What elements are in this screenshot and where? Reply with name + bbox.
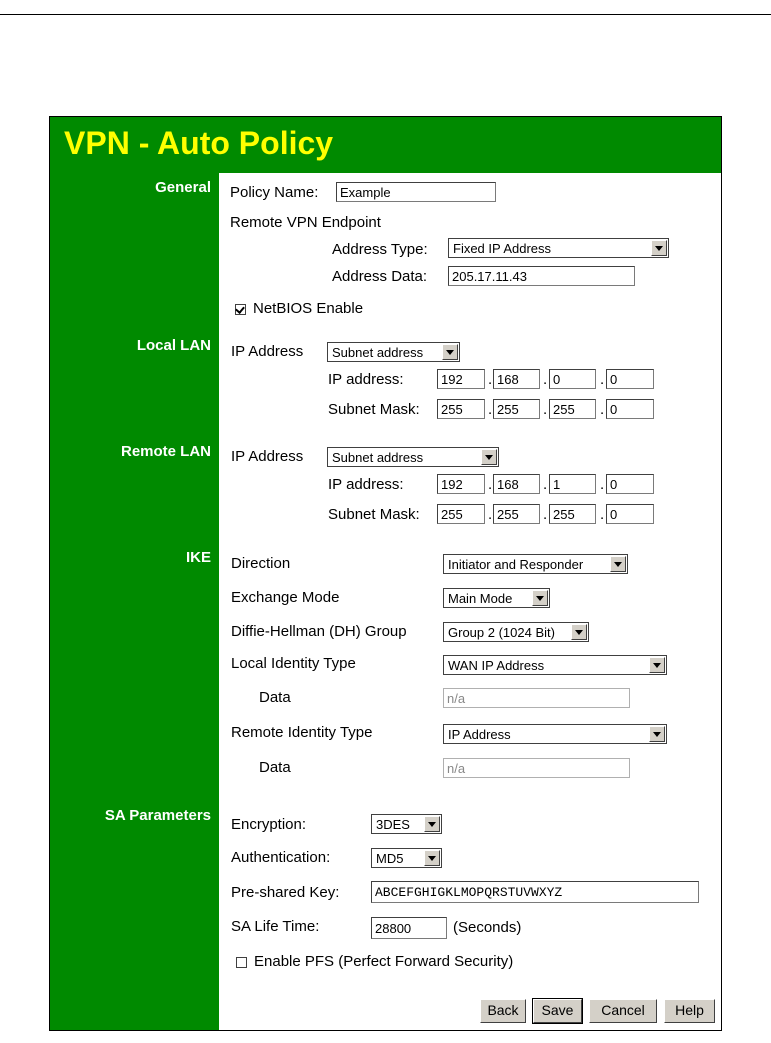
section-label-general: General (155, 179, 211, 196)
title-bar (50, 117, 721, 173)
policy-name-label: Policy Name: (230, 184, 319, 201)
address-type-value: Fixed IP Address (453, 241, 552, 256)
octet-separator: . (600, 401, 605, 418)
encryption-label: Encryption: (231, 816, 307, 833)
vpn-auto-policy-panel (49, 116, 722, 1031)
octet-separator: . (543, 401, 548, 418)
direction-value: Initiator and Responder (448, 557, 584, 572)
section-sidebar (50, 173, 219, 1030)
octet-separator: . (543, 506, 548, 523)
chevron-down-icon[interactable] (532, 590, 548, 606)
remote-identity-data-input[interactable] (443, 758, 630, 778)
remote-identity-type-select[interactable] (443, 724, 667, 744)
remote-identity-type-label: Remote Identity Type (231, 724, 373, 741)
page-title: VPN - Auto Policy (64, 125, 334, 161)
octet-separator: . (488, 371, 493, 388)
dh-group-value: Group 2 (1024 Bit) (448, 625, 555, 640)
exchange-mode-value: Main Mode (448, 591, 513, 606)
local-lan-mask-label: Subnet Mask: (328, 401, 420, 418)
local-ip-octet-2[interactable] (493, 369, 540, 389)
local-lan-ip-label: IP address: (328, 371, 404, 388)
remote-mask-octet-2[interactable] (493, 504, 540, 524)
octet-separator: . (600, 476, 605, 493)
page-top-rule (0, 14, 771, 15)
authentication-label: Authentication: (231, 849, 331, 866)
local-lan-ip-address-label: IP Address (231, 343, 304, 360)
remote-ip-octet-1[interactable] (437, 474, 485, 494)
local-mask-octet-3[interactable] (549, 399, 596, 419)
remote-lan-ip-type-value: Subnet address (332, 450, 424, 465)
local-identity-data-input[interactable] (443, 688, 630, 708)
cancel-button[interactable]: Cancel (589, 999, 657, 1023)
octet-separator: . (488, 401, 493, 418)
chevron-down-icon[interactable] (424, 816, 440, 832)
dh-group-label: Diffie-Hellman (DH) Group (231, 623, 407, 640)
local-identity-type-label: Local Identity Type (231, 655, 356, 672)
section-label-remote-lan: Remote LAN (120, 443, 211, 460)
local-mask-octet-1[interactable] (437, 399, 485, 419)
octet-separator: . (488, 476, 493, 493)
local-identity-type-value: WAN IP Address (448, 658, 545, 673)
chevron-down-icon[interactable] (424, 850, 440, 866)
local-ip-octet-1[interactable] (437, 369, 485, 389)
chevron-down-icon[interactable] (610, 556, 626, 572)
chevron-down-icon[interactable] (651, 240, 667, 256)
address-data-label: Address Data: (332, 268, 428, 285)
remote-lan-ip-type-select[interactable] (327, 447, 499, 467)
address-data-input[interactable] (448, 266, 635, 286)
local-ip-octet-3[interactable] (549, 369, 596, 389)
remote-mask-octet-1[interactable] (437, 504, 485, 524)
enable-pfs-label: Enable PFS (Perfect Forward Security) (254, 953, 514, 970)
chevron-down-icon[interactable] (481, 449, 497, 465)
encryption-select[interactable] (371, 814, 442, 834)
chevron-down-icon[interactable] (442, 344, 458, 360)
pre-shared-key-label: Pre-shared Key: (231, 884, 340, 901)
back-button[interactable]: Back (480, 999, 526, 1023)
local-identity-data-label: Data (259, 689, 291, 706)
remote-mask-octet-3[interactable] (549, 504, 596, 524)
chevron-down-icon[interactable] (649, 657, 665, 673)
address-type-label: Address Type: (332, 241, 428, 258)
octet-separator: . (600, 506, 605, 523)
netbios-enable-checkbox[interactable] (235, 304, 246, 315)
octet-separator: . (600, 371, 605, 388)
section-label-local-lan: Local LAN (136, 337, 211, 354)
local-mask-octet-2[interactable] (493, 399, 540, 419)
address-type-select[interactable] (448, 238, 669, 258)
enable-pfs-checkbox[interactable] (236, 957, 247, 968)
sa-lifetime-unit: (Seconds) (453, 919, 522, 936)
remote-identity-type-value: IP Address (448, 727, 511, 742)
remote-identity-data-label: Data (259, 759, 291, 776)
policy-name-input[interactable] (336, 182, 496, 202)
remote-ip-octet-4[interactable] (606, 474, 654, 494)
local-ip-octet-4[interactable] (606, 369, 654, 389)
exchange-mode-label: Exchange Mode (231, 589, 340, 606)
local-mask-octet-4[interactable] (606, 399, 654, 419)
section-label-ike: IKE (185, 549, 211, 566)
section-label-sa-parameters: SA Parameters (104, 807, 211, 824)
remote-lan-ip-label: IP address: (328, 476, 404, 493)
netbios-enable-label: NetBIOS Enable (253, 300, 364, 317)
authentication-select[interactable] (371, 848, 442, 868)
remote-vpn-endpoint-label: Remote VPN Endpoint (230, 214, 381, 231)
pre-shared-key-input[interactable] (371, 881, 699, 903)
local-lan-ip-type-value: Subnet address (332, 345, 424, 360)
chevron-down-icon[interactable] (571, 624, 587, 640)
chevron-down-icon[interactable] (649, 726, 665, 742)
sa-lifetime-input[interactable] (371, 917, 447, 939)
direction-select[interactable] (443, 554, 628, 574)
encryption-value: 3DES (376, 817, 410, 832)
remote-ip-octet-2[interactable] (493, 474, 540, 494)
octet-separator: . (488, 506, 493, 523)
help-button[interactable]: Help (664, 999, 715, 1023)
local-identity-type-select[interactable] (443, 655, 667, 675)
remote-lan-ip-address-label: IP Address (231, 448, 304, 465)
sa-lifetime-label: SA Life Time: (231, 918, 320, 935)
save-button[interactable]: Save (533, 999, 582, 1023)
direction-label: Direction (231, 555, 291, 572)
remote-ip-octet-3[interactable] (549, 474, 596, 494)
authentication-value: MD5 (376, 851, 404, 866)
octet-separator: . (543, 371, 548, 388)
dh-group-select[interactable] (443, 622, 589, 642)
remote-lan-mask-label: Subnet Mask: (328, 506, 420, 523)
octet-separator: . (543, 476, 548, 493)
exchange-mode-select[interactable] (443, 588, 550, 608)
local-lan-ip-type-select[interactable] (327, 342, 460, 362)
remote-mask-octet-4[interactable] (606, 504, 654, 524)
